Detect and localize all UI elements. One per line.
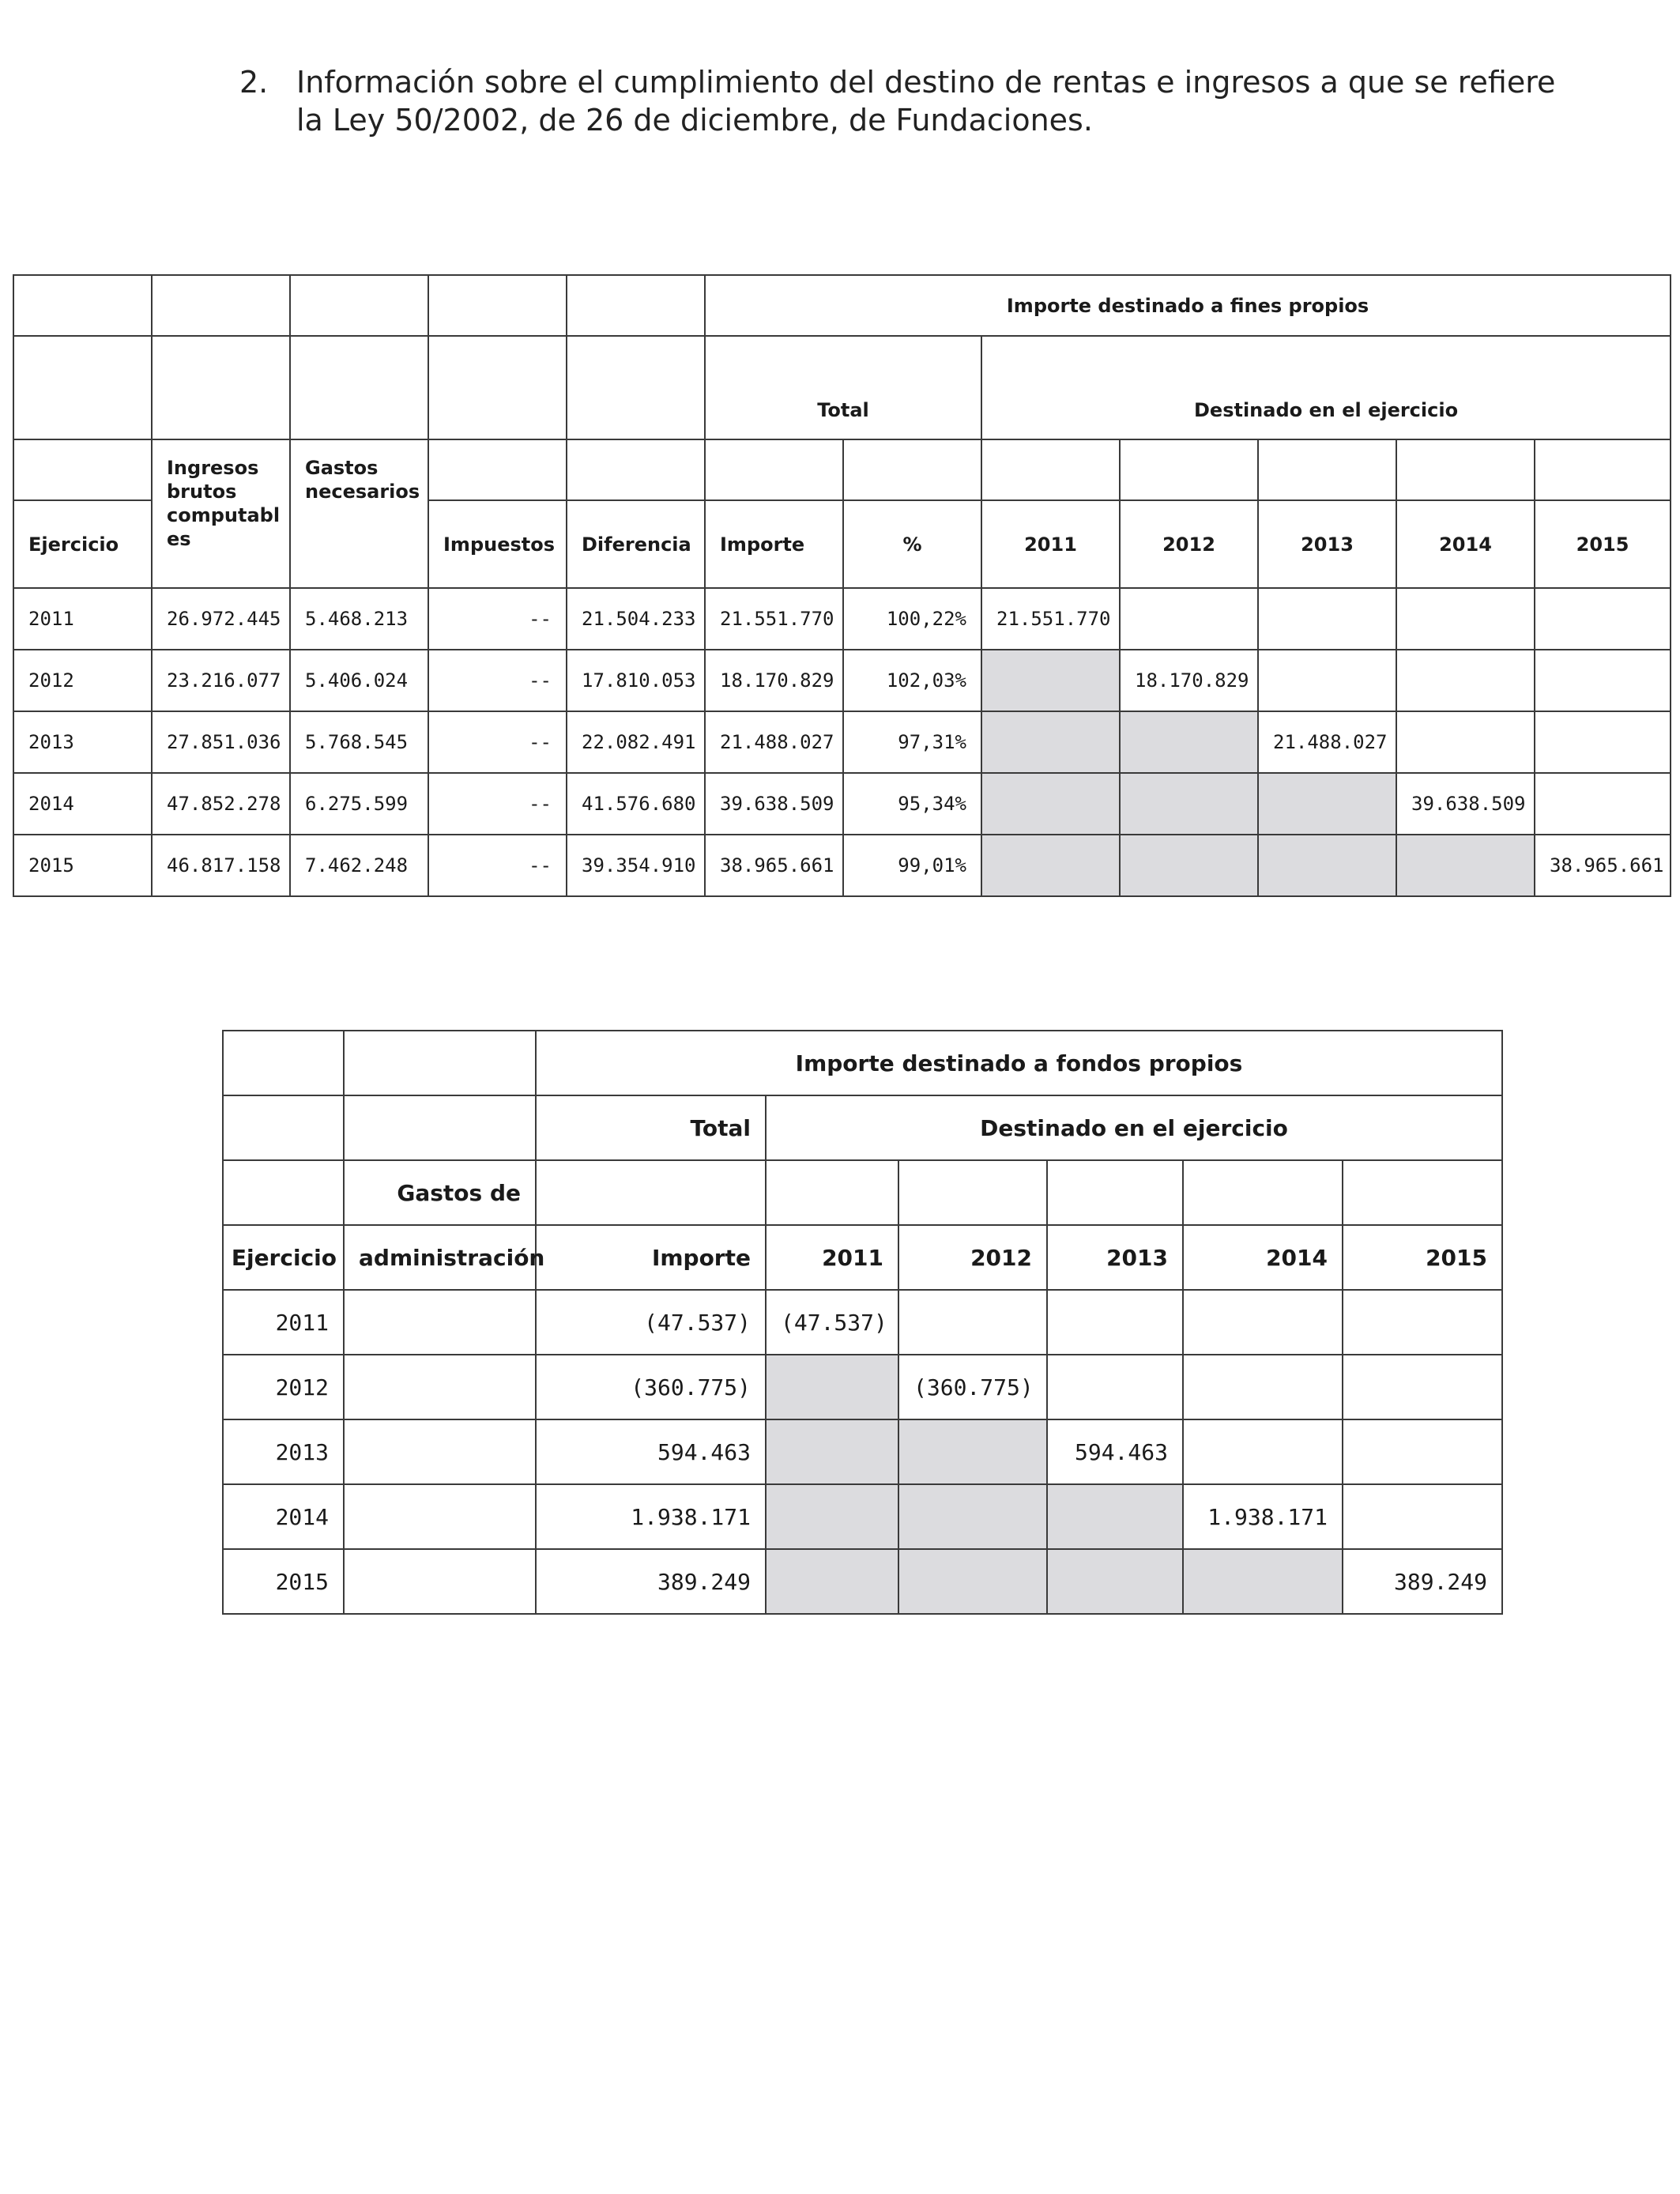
- cell-2015: 389.249: [1343, 1549, 1502, 1614]
- cell-diferencia: 41.576.680: [567, 773, 705, 835]
- cell-2012: [1120, 773, 1258, 835]
- cell-diferencia: 17.810.053: [567, 650, 705, 711]
- table-row: [13, 711, 1671, 773]
- cell-2015: [1535, 588, 1671, 650]
- group-header: Importe destinado a fines propios: [705, 275, 1671, 336]
- destinado-header: Destinado en el ejercicio: [766, 1095, 1502, 1160]
- cell-2014: [1183, 1355, 1343, 1419]
- cell-2014: [1396, 835, 1535, 896]
- cell-ejercicio: 2015: [13, 835, 152, 896]
- col-header-gastos-line1: Gastos de: [344, 1160, 536, 1225]
- group-header: Importe destinado a fondos propios: [536, 1031, 1502, 1095]
- col-header-gastos-admin: administración: [344, 1225, 536, 1290]
- col-header-importe: Importe: [705, 500, 843, 588]
- col-header-2013: 2013: [1047, 1225, 1183, 1290]
- col-header-2012: 2012: [898, 1225, 1047, 1290]
- col-header-2013: 2013: [1258, 500, 1396, 588]
- cell-impuestos: --: [428, 773, 567, 835]
- cell-ingresos: 47.852.278: [152, 773, 290, 835]
- cell-2015: [1343, 1419, 1502, 1484]
- cell-ejercicio: 2012: [223, 1355, 344, 1419]
- cell-ingresos: 46.817.158: [152, 835, 290, 896]
- cell-impuestos: --: [428, 588, 567, 650]
- cell-2012: [1120, 835, 1258, 896]
- cell-2012: [1120, 588, 1258, 650]
- cell-importe: 1.938.171: [536, 1484, 766, 1549]
- table-row: [223, 1419, 1502, 1484]
- table-row: [13, 588, 1671, 650]
- cell-2012: [898, 1549, 1047, 1614]
- cell-importe: 21.488.027: [705, 711, 843, 773]
- cell-2011: [981, 773, 1120, 835]
- cell-gastos: 5.468.213: [290, 588, 428, 650]
- cell-ejercicio: 2013: [13, 711, 152, 773]
- section-number: 2.: [239, 65, 269, 100]
- cell-2013: 21.488.027: [1258, 711, 1396, 773]
- col-header-diferencia: Diferencia: [567, 500, 705, 588]
- fines-propios-table: [13, 274, 1671, 897]
- col-header-2015: 2015: [1535, 500, 1671, 588]
- cell-2013: [1258, 588, 1396, 650]
- total-header: Total: [536, 1095, 766, 1160]
- cell-2014: [1396, 711, 1535, 773]
- table-row: [223, 1355, 1502, 1419]
- destinado-header: Destinado en el ejercicio: [981, 336, 1671, 439]
- cell-ejercicio: 2011: [13, 588, 152, 650]
- cell-2013: [1258, 650, 1396, 711]
- cell-gastos-admin: [344, 1419, 536, 1484]
- cell-2014: [1183, 1549, 1343, 1614]
- cell-2011: [981, 650, 1120, 711]
- cell-impuestos: --: [428, 835, 567, 896]
- col-header-2015: 2015: [1343, 1225, 1502, 1290]
- cell-2013: [1047, 1549, 1183, 1614]
- cell-2015: [1535, 650, 1671, 711]
- cell-2011: [981, 711, 1120, 773]
- cell-diferencia: 22.082.491: [567, 711, 705, 773]
- cell-diferencia: 39.354.910: [567, 835, 705, 896]
- cell-ejercicio: 2015: [223, 1549, 344, 1614]
- cell-importe: 21.551.770: [705, 588, 843, 650]
- cell-gastos: 7.462.248: [290, 835, 428, 896]
- cell-2015: [1343, 1484, 1502, 1549]
- col-header-2011: 2011: [981, 500, 1120, 588]
- cell-ingresos: 27.851.036: [152, 711, 290, 773]
- cell-ejercicio: 2014: [13, 773, 152, 835]
- cell-2014: 1.938.171: [1183, 1484, 1343, 1549]
- cell-2011: 21.551.770: [981, 588, 1120, 650]
- cell-importe: 38.965.661: [705, 835, 843, 896]
- cell-2012: [898, 1419, 1047, 1484]
- cell-2011: [766, 1549, 898, 1614]
- cell-2013: [1047, 1355, 1183, 1419]
- cell-2015: [1535, 711, 1671, 773]
- cell-2012: [898, 1484, 1047, 1549]
- cell-impuestos: --: [428, 711, 567, 773]
- cell-2014: [1183, 1419, 1343, 1484]
- cell-2013: [1047, 1484, 1183, 1549]
- cell-pct: 95,34%: [843, 773, 981, 835]
- col-header-impuestos: Impuestos: [428, 500, 567, 588]
- cell-gastos-admin: [344, 1290, 536, 1355]
- table-row: [13, 650, 1671, 711]
- cell-pct: 102,03%: [843, 650, 981, 711]
- cell-2014: 39.638.509: [1396, 773, 1535, 835]
- col-header-gastos: Gastos necesarios: [290, 439, 428, 588]
- table-row: [13, 835, 1671, 896]
- cell-2011: [981, 835, 1120, 896]
- cell-2012: [1120, 711, 1258, 773]
- cell-gastos-admin: [344, 1355, 536, 1419]
- cell-pct: 97,31%: [843, 711, 981, 773]
- cell-2015: 38.965.661: [1535, 835, 1671, 896]
- cell-gastos-admin: [344, 1549, 536, 1614]
- cell-2012: 18.170.829: [1120, 650, 1258, 711]
- table-row: [223, 1484, 1502, 1549]
- col-header-2014: 2014: [1183, 1225, 1343, 1290]
- cell-2013: [1258, 835, 1396, 896]
- cell-2013: [1258, 773, 1396, 835]
- table-row: [223, 1549, 1502, 1614]
- cell-gastos-admin: [344, 1484, 536, 1549]
- cell-importe: 39.638.509: [705, 773, 843, 835]
- section-title-line2: la Ley 50/2002, de 26 de diciembre, de Fundaciones.: [296, 103, 1093, 138]
- cell-ingresos: 26.972.445: [152, 588, 290, 650]
- cell-importe: 18.170.829: [705, 650, 843, 711]
- cell-diferencia: 21.504.233: [567, 588, 705, 650]
- col-header-2012: 2012: [1120, 500, 1258, 588]
- cell-ejercicio: 2012: [13, 650, 152, 711]
- col-header-ingresos: Ingresos brutos computabl es: [152, 439, 290, 588]
- cell-2011: [766, 1355, 898, 1419]
- cell-2014: [1396, 650, 1535, 711]
- col-header-ejercicio: Ejercicio: [223, 1225, 344, 1290]
- cell-impuestos: --: [428, 650, 567, 711]
- cell-ejercicio: 2014: [223, 1484, 344, 1549]
- cell-pct: 100,22%: [843, 588, 981, 650]
- cell-gastos: 6.275.599: [290, 773, 428, 835]
- cell-gastos: 5.406.024: [290, 650, 428, 711]
- col-header-2011: 2011: [766, 1225, 898, 1290]
- table-row: [13, 773, 1671, 835]
- cell-ejercicio: 2013: [223, 1419, 344, 1484]
- cell-ingresos: 23.216.077: [152, 650, 290, 711]
- cell-importe: 389.249: [536, 1549, 766, 1614]
- cell-2014: [1183, 1290, 1343, 1355]
- cell-2011: [766, 1419, 898, 1484]
- section-title-line1: Información sobre el cumplimiento del destino de rentas e ingresos a que se refiere: [296, 65, 1556, 100]
- col-header-ejercicio: Ejercicio: [13, 500, 152, 588]
- cell-gastos: 5.768.545: [290, 711, 428, 773]
- table-row: [223, 1290, 1502, 1355]
- cell-2015: [1343, 1355, 1502, 1419]
- cell-importe: 594.463: [536, 1419, 766, 1484]
- total-header: Total: [705, 336, 981, 439]
- cell-importe: (47.537): [536, 1290, 766, 1355]
- cell-2012: [898, 1290, 1047, 1355]
- cell-2015: [1535, 773, 1671, 835]
- cell-2015: [1343, 1290, 1502, 1355]
- cell-2012: (360.775): [898, 1355, 1047, 1419]
- cell-2013: 594.463: [1047, 1419, 1183, 1484]
- col-header-2014: 2014: [1396, 500, 1535, 588]
- cell-2011: (47.537): [766, 1290, 898, 1355]
- cell-importe: (360.775): [536, 1355, 766, 1419]
- cell-2011: [766, 1484, 898, 1549]
- fondos-propios-table: [222, 1030, 1503, 1615]
- cell-2014: [1396, 588, 1535, 650]
- cell-pct: 99,01%: [843, 835, 981, 896]
- cell-ejercicio: 2011: [223, 1290, 344, 1355]
- col-header-pct: %: [843, 500, 981, 588]
- col-header-importe: Importe: [536, 1225, 766, 1290]
- cell-2013: [1047, 1290, 1183, 1355]
